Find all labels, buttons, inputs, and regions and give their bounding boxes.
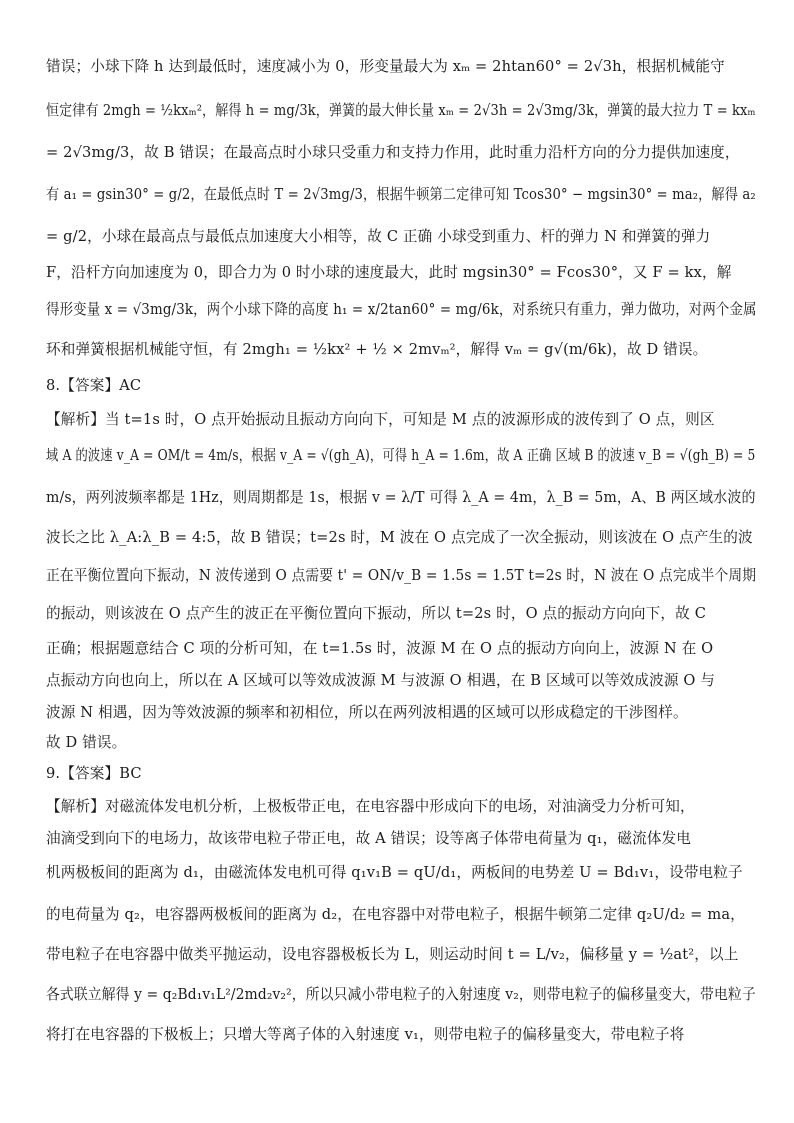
text-line: 波源 N 相遇，因为等效波源的频率和初相位，所以在两列波相遇的区域可以形成稳定的干涉图样。 [46, 704, 688, 721]
text-line: 环和弹簧根据机械能守恒，有 2mgh₁ = ½kx² + ½ × 2mvₘ²，解得 vₘ = g√(m/6k)，故 D 错误。 [46, 341, 708, 358]
text-line: 波长之比 λ_A:λ_B = 4:5，故 B 错误；t=2s 时，M 波在 O 点完成了一次全振动，则该波在 O 点产生的波 [46, 529, 753, 546]
text-line: 错误；小球下降 h 达到最低时，速度减小为 0，形变量最大为 xₘ = 2htan60° = 2√3h，根据机械能守 [46, 58, 725, 75]
text-line: 【解析】当 t=1s 时，O 点开始振动且振动方向向下，可知是 M 点的波源形成的波传到了 O 点，则区 [46, 411, 715, 428]
text-line: = g/2，小球在最高点与最低点加速度大小相等，故 C 正确 小球受到重力、杆的弹力 N 和弹簧的弹力 [46, 228, 711, 245]
text-line: 有 a₁ = gsin30° = g/2，在最低点时 T = 2√3mg/3，根据牛顿第二定律可知 Tcos30° − mgsin30° = ma₂，解得 a₂ [46, 186, 756, 203]
text-line: 点振动方向也向上，所以在 A 区域可以等效成波源 M 与波源 O 相遇，在 B 区域可以等效成波源 O 与 [46, 672, 716, 689]
text-line: 域 A 的波速 v_A = OM/t = 4m/s，根据 v_A = √(gh_A)，可得 h_A = 1.6m，故 A 正确 区域 B 的波速 v_B = √(gh_B) = 5 [46, 447, 756, 464]
text-line: 机两极板间的距离为 d₁，由磁流体发电机可得 q₁v₁B = qU/d₁，两板间的电势差 U = Bd₁v₁，设带电粒子 [46, 864, 743, 881]
text-line: 恒定律有 2mgh = ½kxₘ²，解得 h = mg/3k，弹簧的最大伸长量 xₘ = 2√3h = 2√3mg/3k，弹簧的最大拉力 T = kxₘ [46, 102, 756, 119]
text-line: 各式联立解得 y = q₂Bd₁v₁L²/2md₂v₂²，所以只减小带电粒子的入射速度 v₂，则带电粒子的偏移量变大，带电粒子 [46, 986, 756, 1003]
text-line: 将打在电容器的下极板上；只增大等离子体的入射速度 v₁，则带电粒子的偏移量变大，带电粒子将 [46, 1026, 685, 1043]
text-line: 正在平衡位置向下振动，N 波传递到 O 点需要 t' = ON/v_B = 1.5s = 1.5T t=2s 时，N 波在 O 点完成半个周期 [46, 567, 757, 584]
text-line: 油滴受到向下的电场力，故该带电粒子带正电，故 A 错误；设等离子体带电荷量为 q₁，磁流体发电 [46, 830, 692, 847]
text-line: = 2√3mg/3，故 B 错误；在最高点时小球只受重力和支持力作用，此时重力沿杆方向的分力提供加速度， [46, 144, 740, 161]
text-line: 【解析】对磁流体发电机分析，上极板带正电，在电容器中形成向下的电场，对油滴受力分析可知， [46, 798, 695, 815]
text-line: 故 D 错误。 [46, 734, 127, 751]
text-line: 带电粒子在电容器中做类平抛运动，设电容器极板长为 L，则运动时间 t = L/v₂，偏移量 y = ½at²，以上 [46, 946, 739, 963]
text-line: 的电荷量为 q₂，电容器两极板间的距离为 d₂，在电容器中对带电粒子，根据牛顿第二定律 q₂U/d₂ = ma， [46, 906, 745, 923]
text-line: 正确；根据题意结合 C 项的分析可知，在 t=1.5s 时，波源 M 在 O 点的振动方向向上，波源 N 在 O [46, 640, 714, 657]
answer-heading-8: 8.【答案】AC [46, 377, 142, 394]
text-line: 的振动，则该波在 O 点产生的波正在平衡位置向下振动，所以 t=2s 时，O 点的振动方向向下，故 C [46, 605, 707, 622]
text-line: 得形变量 x = √3mg/3k，两个小球下降的高度 h₁ = x/2tan60° = mg/6k，对系统只有重力，弹力做功，对两个金属 [46, 301, 757, 318]
text-line: m/s，两列波频率都是 1Hz，则周期都是 1s，根据 v = λ/T 可得 λ_A = 4m，λ_B = 5m，A、B 两区域水波的 [46, 489, 756, 506]
answer-heading-9: 9.【答案】BC [46, 765, 142, 782]
text-line: F，沿杆方向加速度为 0，即合力为 0 时小球的速度最大，此时 mgsin30° = Fcos30°，又 F = kx，解 [46, 264, 732, 281]
